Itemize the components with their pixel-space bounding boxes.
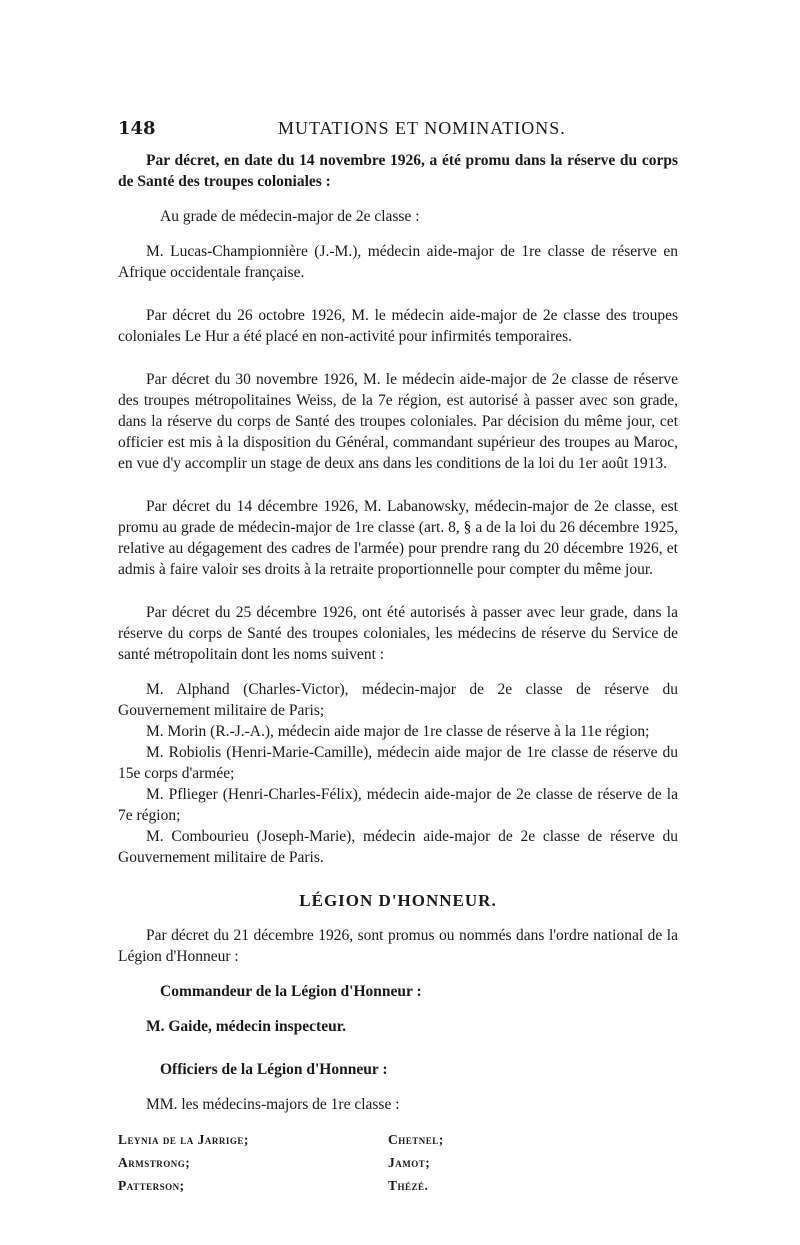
- page-body: [118, 150, 678, 1196]
- legion-paragraph: Par décret du 21 décembre 1926, sont promus ou nommés dans l'ordre national de la Légion d'Honneur :: [118, 927, 678, 965]
- decree-1-paragraph: Par décret, en date du 14 novembre 1926, a été promu dans la réserve du corps de Santé des troupes coloniales :: [118, 152, 678, 190]
- decree-4-paragraph: Par décret du 14 décembre 1926, M. Labanowsky, médecin-major de 2e classe, est promu au grade de médecin-major de 1re classe (art. 8, § a de la loi du 26 décembre 1925, relative au dégagement des cadres de l'armée) pour prendre rang du 20 décembre 1926, et admis à faire valoir ses droits à la retraite proportionnelle pour compter du même jour.: [118, 498, 678, 578]
- officier-name: Thézé.: [388, 1178, 429, 1193]
- page-number: 148: [118, 118, 156, 139]
- list-item: M. Combourieu (Joseph-Marie), médecin aide-major de 2e classe de réserve du Gouvernement militaire de Paris.: [118, 828, 678, 866]
- decree-1-nomination: M. Lucas-Championnière (J.-M.), médecin aide-major de 1re classe de réserve en Afrique occidentale française.: [118, 243, 678, 281]
- decree-2-paragraph: Par décret du 26 octobre 1926, M. le médecin aide-major de 2e classe des troupes coloniales Le Hur a été placé en non-activité pour infirmités temporaires.: [118, 307, 678, 345]
- list-item: M. Pflieger (Henri-Charles-Félix), médecin aide-major de 2e classe de réserve de la 7e région;: [118, 786, 678, 824]
- officier-name: Jamot;: [388, 1155, 431, 1170]
- officiers-names-list: [118, 1129, 678, 1196]
- decree-5-list: [118, 679, 678, 868]
- officier-name: Patterson;: [118, 1178, 185, 1193]
- legion-section-title: LÉGION D'HONNEUR.: [299, 891, 497, 910]
- list-item: M. Robiolis (Henri-Marie-Camille), médecin aide major de 1re classe de réserve du 15e corps d'armée;: [118, 744, 678, 782]
- decree-3-paragraph: Par décret du 30 novembre 1926, M. le médecin aide-major de 2e classe de réserve des troupes métropolitaines Weiss, de la 7e région, est autorisé à passer avec son grade, dans la réserve du corps de Santé des troupes coloniales. Par décision du même jour, cet officier est mis à la disposition du Général, commandant supérieur des troupes au Maroc, en vue d'y accomplir un stage de deux ans dans les conditions de la loi du 1er août 1913.: [118, 371, 678, 472]
- officiers-heading: Officiers de la Légion d'Honneur :: [160, 1061, 388, 1078]
- decree-1-grade-heading: Au grade de médecin-major de 2e classe :: [160, 208, 420, 225]
- decree-5-paragraph: Par décret du 25 décembre 1926, ont été autorisés à passer avec leur grade, dans la réserve du corps de Santé des troupes coloniales, les médecins de réserve du Service de santé métropolitain dont les noms suivent :: [118, 604, 678, 663]
- commandeur-heading: Commandeur de la Légion d'Honneur :: [160, 983, 422, 1000]
- officier-name: Leynia de la Jarrige;: [118, 1132, 249, 1147]
- running-title: MUTATIONS ET NOMINATIONS.: [278, 118, 566, 138]
- page-header: [118, 118, 678, 142]
- list-item: M. Alphand (Charles-Victor), médecin-major de 2e classe de réserve du Gouvernement militaire de Paris;: [118, 681, 678, 719]
- officiers-intro: MM. les médecins-majors de 1re classe :: [146, 1096, 400, 1113]
- commandeur-name: M. Gaide, médecin inspecteur.: [146, 1018, 347, 1035]
- list-item: M. Morin (R.-J.-A.), médecin aide major de 1re classe de réserve à la 11e région;: [146, 723, 650, 740]
- officier-name: Chetnel;: [388, 1132, 444, 1147]
- officier-name: Armstrong;: [118, 1155, 191, 1170]
